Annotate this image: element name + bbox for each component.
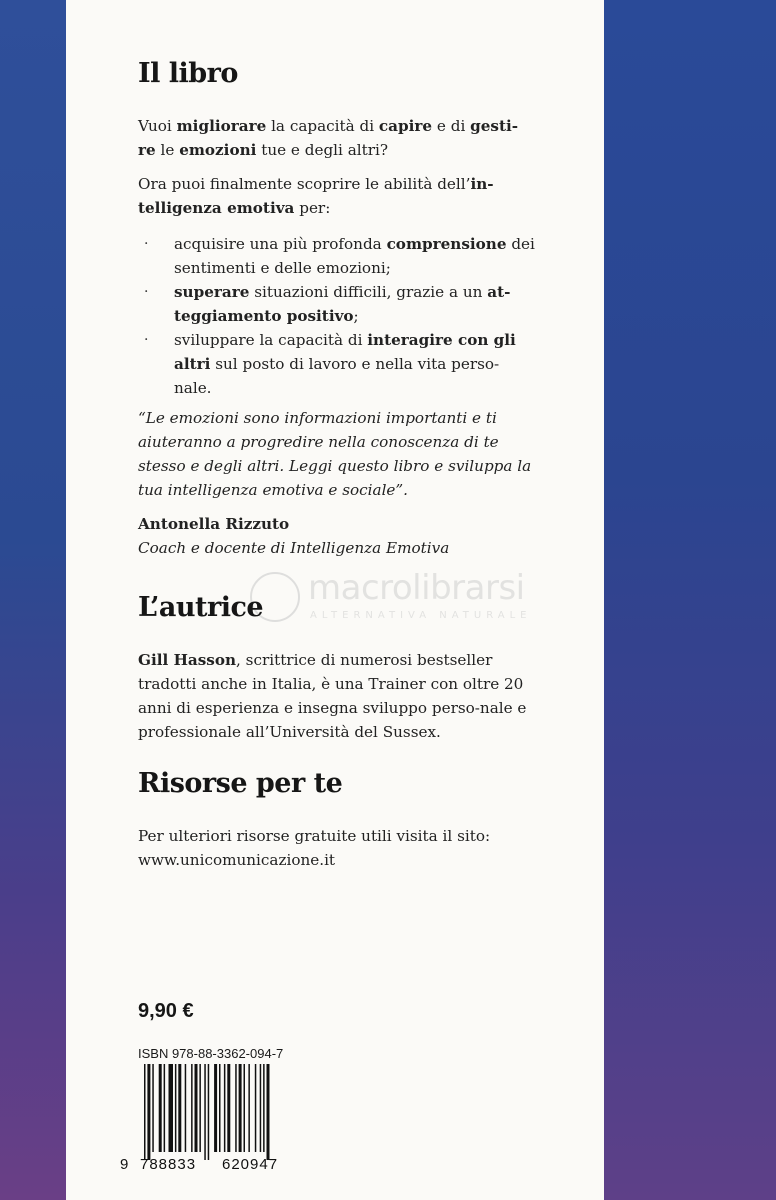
testimonial-quote: “Le emozioni sono informazioni importanti e ti aiuteranno a progredire nella conoscenza di te stesso e degli altri. Leggi questo libro e sviluppa la tua intelligenza emotiva e sociale”. — [138, 409, 532, 499]
watermark-text: macrolibrarsi — [308, 568, 525, 608]
intro-paragraph: Ora puoi finalmente scoprire le abilità dell’in- telligenza emotiva per: — [138, 175, 494, 217]
bullet-icon: · — [144, 284, 149, 300]
watermark — [250, 568, 550, 628]
barcode-bar — [224, 1064, 226, 1152]
barcode-bars — [136, 1064, 312, 1160]
benefit-list — [138, 232, 538, 400]
barcode-bar — [164, 1064, 166, 1152]
list-item: · sviluppare la capacità di interagire con gli altri sul posto di lavoro e nella vita perso- nale. — [138, 328, 538, 400]
section-title-resources: Risorse per te — [138, 768, 343, 799]
testimonial-author-role: Coach e docente di Intelligenza Emotiva — [138, 539, 450, 557]
barcode-bar — [214, 1064, 217, 1152]
barcode-lead-digit: 9 — [120, 1156, 130, 1173]
barcode-bar — [235, 1064, 237, 1152]
section-title-book: Il libro — [138, 58, 238, 89]
bullet-icon: · — [144, 236, 149, 252]
watermark-tagline: ALTERNATIVA NATURALE — [310, 610, 532, 621]
barcode-bar — [227, 1064, 230, 1152]
resources-text: Per ulteriori risorse gratuite utili visita il sito: www.unicomunicazione.it — [138, 827, 491, 869]
list-item: · superare situazioni difficili, grazie a un at- teggiamento positivo; — [138, 280, 538, 328]
section-title-author: L’autrice — [138, 592, 264, 623]
price: 9,90 € — [138, 1000, 194, 1022]
cover-background-right — [604, 0, 776, 1200]
barcode-bar — [244, 1064, 246, 1152]
barcode-bar — [191, 1064, 193, 1152]
author-bio: Gill Hasson, scrittrice di numerosi bestseller tradotti anche in Italia, è una Trainer con oltre 20 anni di esperienza e insegna sviluppo perso-nale e professionale all’Università del Sussex. — [138, 651, 527, 741]
barcode-right-digits: 620947 — [222, 1156, 279, 1173]
barcode-bar — [152, 1064, 154, 1152]
barcode-bar — [169, 1064, 174, 1152]
list-item: · acquisire una più profonda comprensione dei sentimenti e delle emozioni; — [138, 232, 538, 280]
intro-question: Vuoi migliorare la capacità di capire e di gesti- re le emozioni tue e degli altri? — [138, 117, 519, 159]
barcode-bar — [219, 1064, 221, 1152]
barcode-bar — [248, 1064, 250, 1152]
barcode-bar — [144, 1064, 146, 1160]
barcode-bar — [195, 1064, 198, 1152]
barcode-bar — [255, 1064, 256, 1152]
resources-url[interactable]: www.unicomunicazione.it — [138, 851, 336, 869]
barcode-bar — [263, 1064, 265, 1152]
barcode-bar — [159, 1064, 162, 1152]
bullet-icon: · — [144, 332, 149, 348]
cover-background-left — [0, 0, 66, 1200]
barcode-bar — [175, 1064, 177, 1152]
barcode-bar — [147, 1064, 150, 1160]
barcode-bar — [267, 1064, 270, 1160]
testimonial-author: Antonella Rizzuto — [138, 515, 290, 533]
barcode-bar — [239, 1064, 242, 1152]
isbn: ISBN 978-88-3362-094-7 — [138, 1046, 284, 1061]
barcode-bar — [204, 1064, 206, 1160]
barcode-bar — [185, 1064, 187, 1152]
barcode-bar — [178, 1064, 181, 1152]
barcode-bar — [199, 1064, 201, 1152]
barcode-left-digits: 788833 — [140, 1156, 197, 1173]
barcode-bar — [208, 1064, 210, 1160]
barcode-bar — [260, 1064, 262, 1152]
